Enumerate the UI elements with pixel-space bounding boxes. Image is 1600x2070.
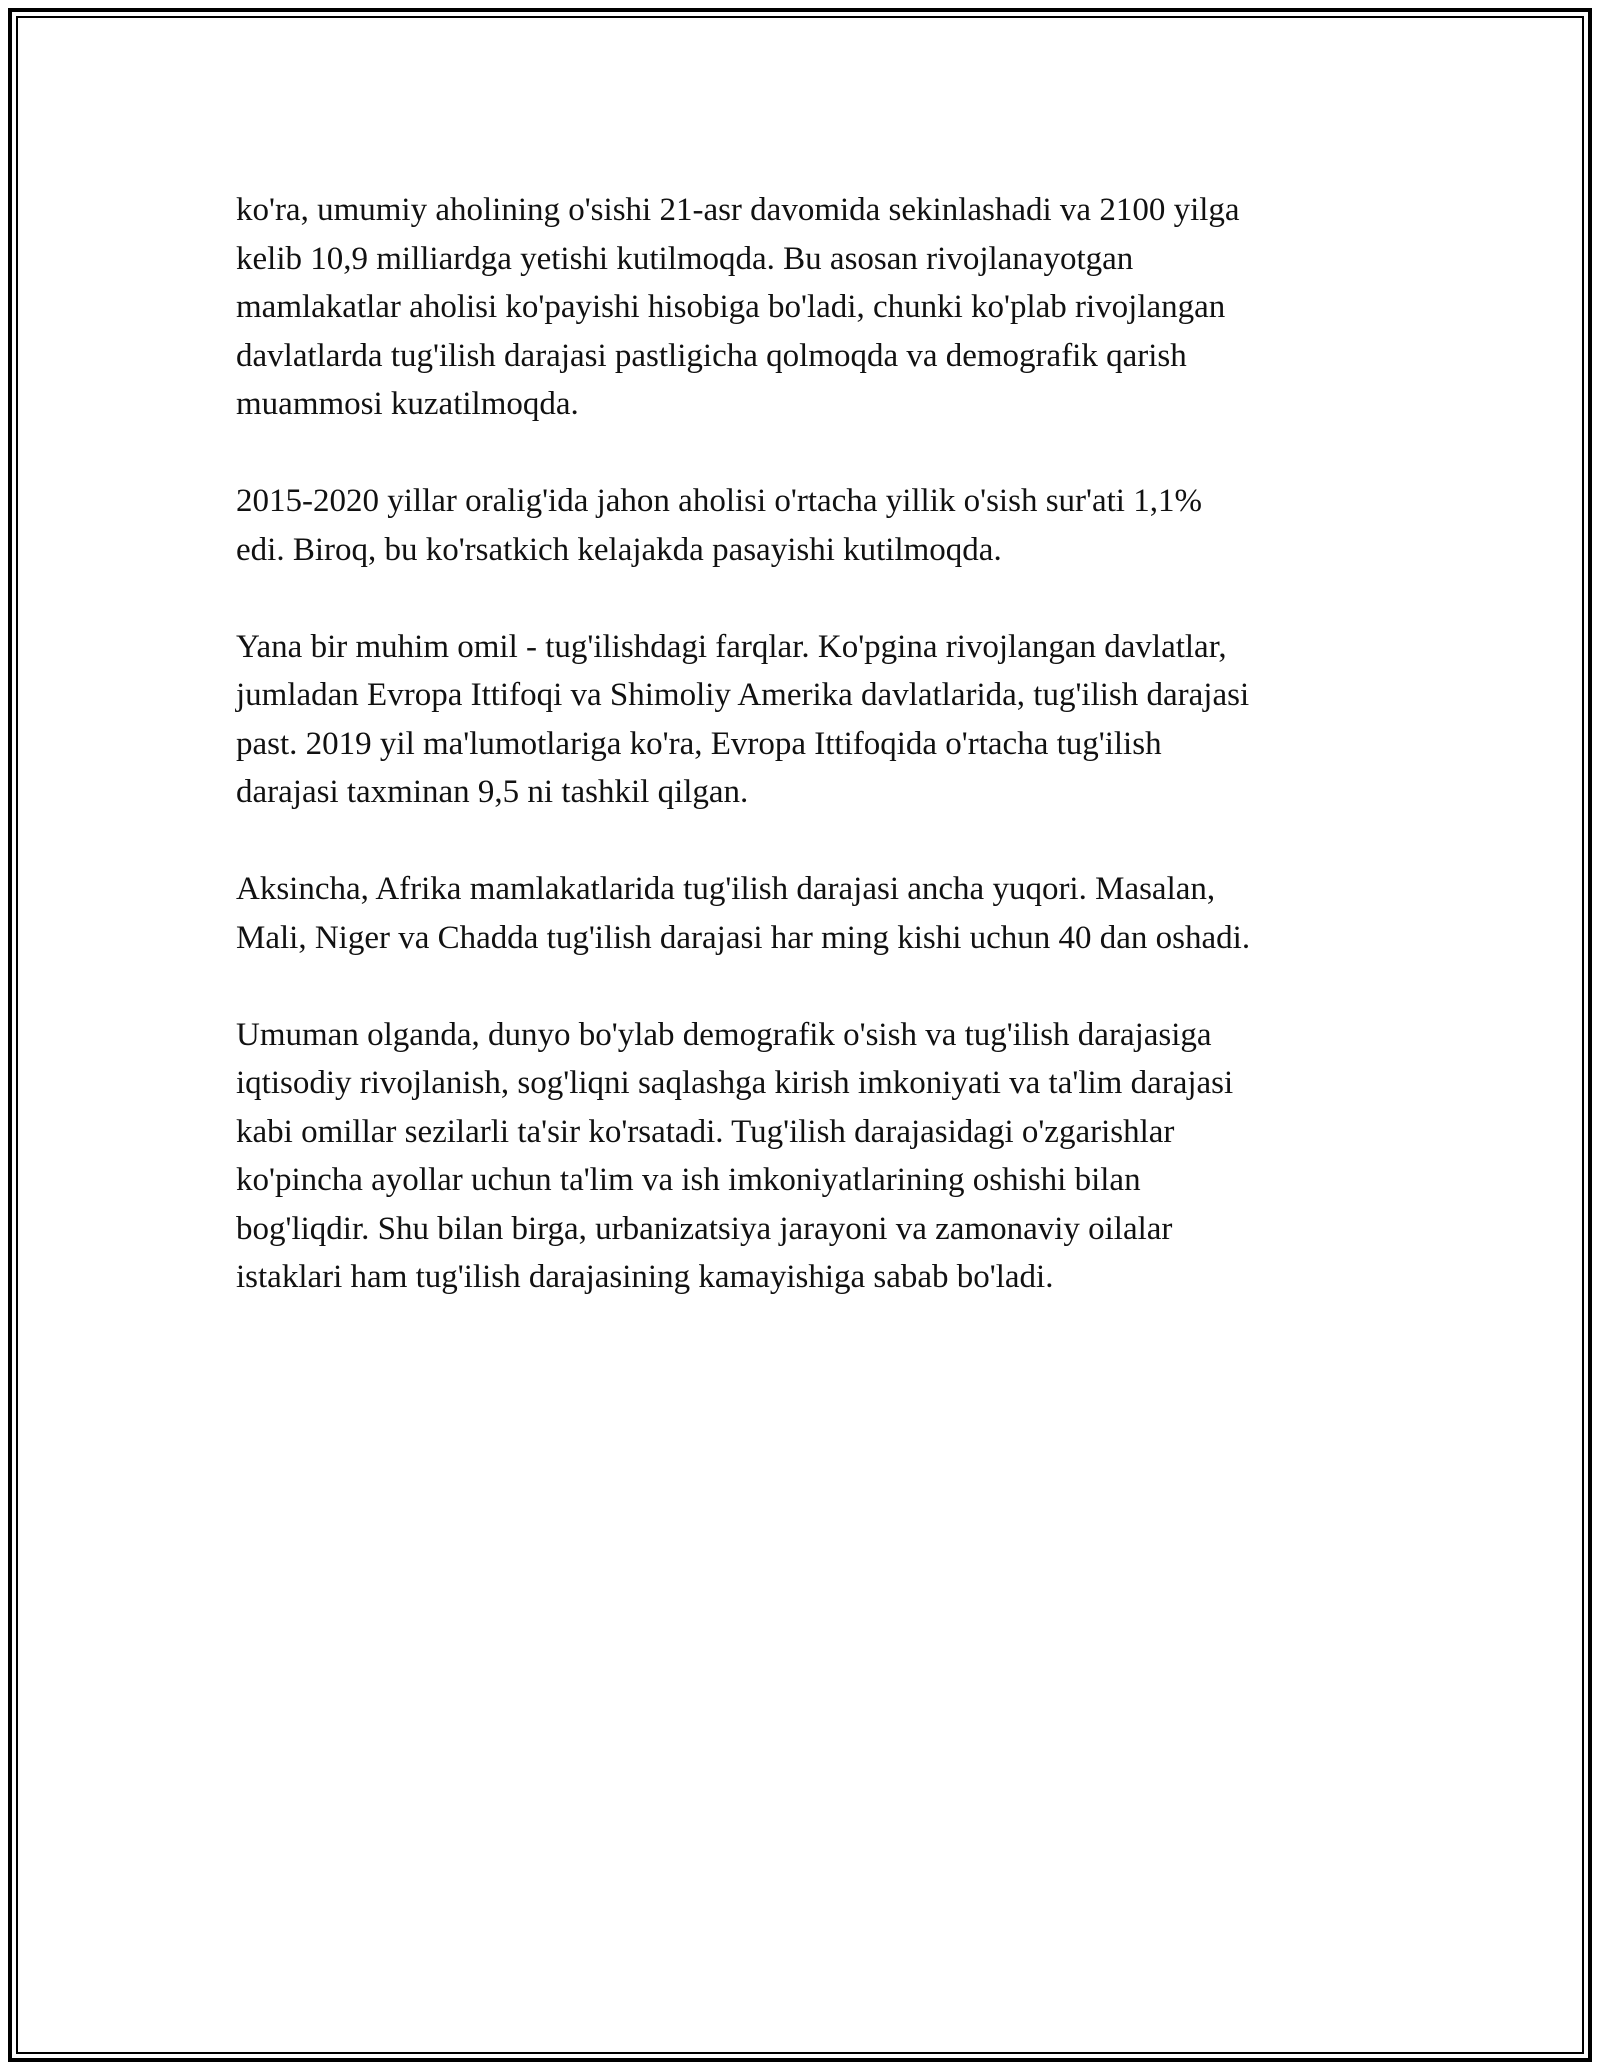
document-body (236, 186, 1366, 1350)
paragraph-africa-birth-rates: Aksincha, Afrika mamlakatlarida tug'ilish darajasi ancha yuqori. Masalan, Mali, Niger va Chadda tug'ilish darajasi har ming kishi uchun 40 dan oshadi. (236, 871, 1251, 956)
paragraph-growth-rate: 2015-2020 yillar oralig'ida jahon aholisi o'rtacha yillik o'sish sur'ati 1,1% edi. Biroq, bu ko'rsatkich kelajakda pasayishi kutilmoqda. (236, 483, 1202, 568)
paragraph-conclusion: Umuman olganda, dunyo bo'ylab demografik o'sish va tug'ilish darajasiga iqtisodiy rivojlanish, sog'liqni saqlashga kirish imkoniyati va ta'lim darajasi kabi omillar sezilarli ta'sir ko'rsatadi. Tug'ilish darajasidagi o'zgarishlar ko'pincha ayollar uchun ta'lim va ish imkoniyatlarining oshishi bilan bog'liqdir. Shu bilan birga, urbanizatsiya jarayoni va zamonaviy oilalar istaklari ham tug'ilish darajasining kamayishiga sabab bo'ladi. (236, 1016, 1234, 1295)
paragraph-population-growth: ko'ra, umumiy aholining o'sishi 21-asr davomida sekinlashadi va 2100 yilga kelib 10,9 milliardga yetishi kutilmoqda. Bu asosan rivojlanayotgan mamlakatlar aholisi ko'payishi hisobiga bo'ladi, chunki ko'plab rivojlangan davlatlarda tug'ilish darajasi pastligicha qolmoqda va demografik qarish muammosi kuzatilmoqda. (236, 192, 1240, 422)
paragraph-birth-differences: Yana bir muhim omil - tug'ilishdagi farqlar. Ko'pgina rivojlangan davlatlar, jumladan Evropa Ittifoqi va Shimoliy Amerika davlatlarida, tug'ilish darajasi past. 2019 yil ma'lumotlariga ko'ra, Evropa Ittifoqida o'rtacha tug'ilish darajasi taxminan 9,5 ni tashkil qilgan. (236, 628, 1250, 810)
